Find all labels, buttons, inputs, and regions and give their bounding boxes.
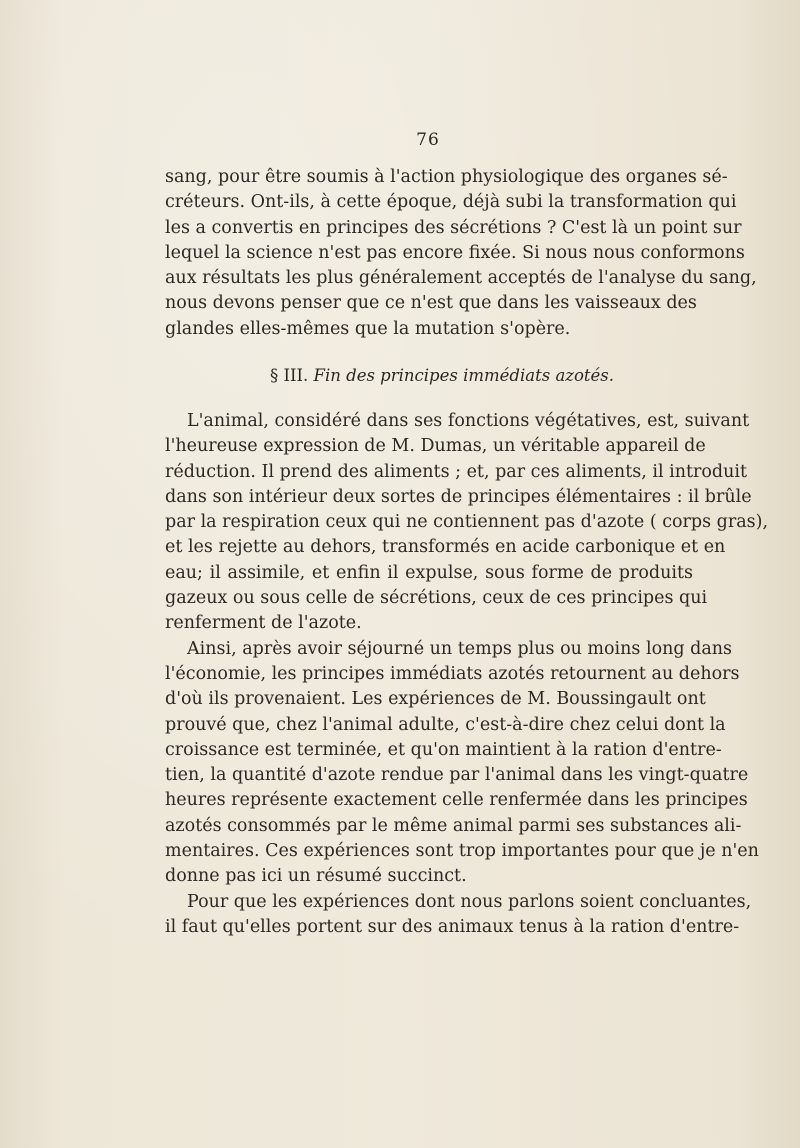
text-line: l'économie, les principes immédiats azotés retournent au dehors <box>165 663 740 684</box>
text-line: sang, pour être soumis à l'action physiologique des organes sé- <box>165 167 728 187</box>
text-line: aux résultats les plus généralement acceptés de l'analyse du sang, <box>165 268 757 289</box>
intro-paragraph <box>165 165 757 342</box>
text-line: renferment de l'azote. <box>165 613 362 634</box>
text-line: mentaires. Ces expériences sont trop importantes pour que je n'en <box>165 841 759 862</box>
text-line: créteurs. Ont-ils, à cette époque, déjà subi la transformation qui <box>165 192 737 213</box>
text-line: dans son intérieur deux sortes de principes élémentaires : il brûle <box>165 486 752 507</box>
text-line: croissance est terminée, et qu'on maintient à la ration d'entre- <box>165 739 722 760</box>
text-line: prouvé que, chez l'animal adulte, c'est-à-dire chez celui dont la <box>165 714 726 735</box>
text-line: nous devons penser que ce n'est que dans les vaisseaux des <box>165 293 697 314</box>
text-line: d'où ils provenaient. Les expériences de M. Boussingault ont <box>165 689 706 710</box>
text-line: et les rejette au dehors, transformés en acide carbonique et en <box>165 537 726 558</box>
text-line: Pour que les expériences dont nous parlons soient concluantes, <box>187 891 752 912</box>
text-line: glandes elles-mêmes que la mutation s'opère. <box>165 318 571 339</box>
text-line: L'animal, considéré dans ses fonctions végétatives, est, suivant <box>187 411 750 431</box>
text-line: l'heureuse expression de M. Dumas, un véritable appareil de <box>165 436 706 457</box>
section-heading <box>270 366 614 385</box>
section-title: Fin des principes immédiats azotés. <box>313 366 615 385</box>
page-number: 76 <box>416 130 440 150</box>
text-line: heures représente exactement celle renfermée dans les principes <box>165 790 748 811</box>
text-line: tien, la quantité d'azote rendue par l'animal dans les vingt-quatre <box>165 765 749 786</box>
section-number: § III. <box>270 366 309 385</box>
text-line: azotés consommés par le même animal parmi ses substances ali- <box>165 815 742 836</box>
section-body <box>165 409 769 940</box>
text-line: réduction. Il prend des aliments ; et, par ces aliments, il introduit <box>165 461 748 482</box>
text-line: Ainsi, après avoir séjourné un temps plus ou moins long dans <box>187 638 733 659</box>
text-line: lequel la science n'est pas encore fixée. Si nous nous conformons <box>165 242 745 263</box>
text-line: eau; il assimile, et enfin il expulse, sous forme de produits <box>165 562 693 583</box>
text-line: donne pas ici un résumé succinct. <box>165 866 467 887</box>
text-line: les a convertis en principes des sécrétions ? C'est là un point sur <box>165 217 742 238</box>
text-line: par la respiration ceux qui ne contiennent pas d'azote ( corps gras), <box>165 512 769 533</box>
text-line: il faut qu'elles portent sur des animaux tenus à la ration d'entre- <box>165 916 740 937</box>
text-line: gazeux ou sous celle de sécrétions, ceux de ces principes qui <box>165 588 708 609</box>
